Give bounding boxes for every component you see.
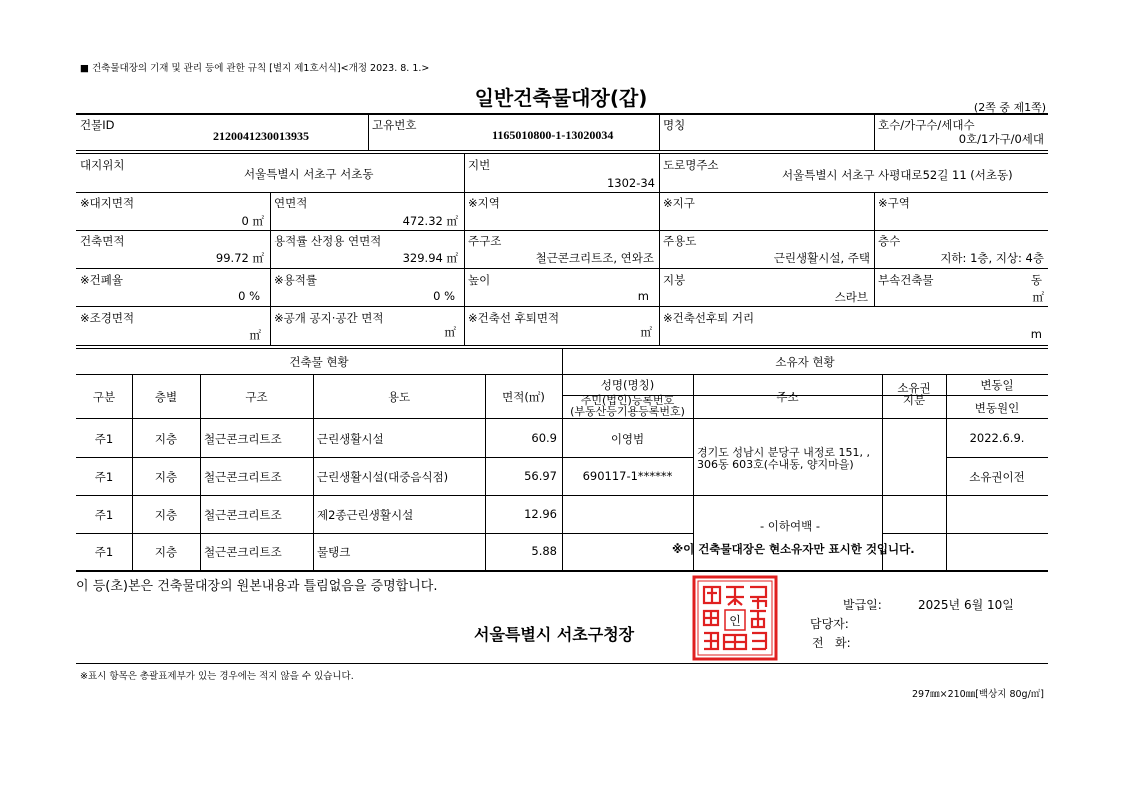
owner-status-title: 소유자 현황 <box>775 355 835 369</box>
row-use: 근린생활시설 <box>317 432 384 446</box>
zone-label: ※지역 <box>468 196 500 210</box>
official-seal <box>692 575 778 661</box>
annex-label: 부속건축물 <box>878 273 934 287</box>
col-header-use: 용도 <box>387 390 411 404</box>
row-floor: 지층 <box>154 470 178 484</box>
col-line <box>270 192 271 345</box>
public-space-value: ㎡ <box>444 325 456 339</box>
landscape-value: ㎡ <box>249 328 261 342</box>
col-line <box>659 114 660 150</box>
blank-note: - 이하여백 - <box>760 519 821 533</box>
row-line <box>76 192 1048 193</box>
unique-no-label: 고유번호 <box>372 118 417 132</box>
col-header-owner: 성명(명칭) <box>600 378 655 392</box>
landscape-label: ※조경면적 <box>80 311 135 325</box>
lot-value: 1302-34 <box>606 176 655 190</box>
row-structure: 철근콘크리트조 <box>204 508 282 522</box>
structure-value: 철근콘크리트조, 연와조 <box>535 251 654 265</box>
col-header-change-date: 변동일 <box>980 378 1014 392</box>
land-area-value: 0 ㎡ <box>241 214 264 228</box>
col-line <box>368 114 369 150</box>
use-label: 주용도 <box>663 234 697 248</box>
land-area-label: ※대지면적 <box>80 196 135 210</box>
area-label: ※구역 <box>878 196 910 210</box>
col-header-address: 주소 <box>776 390 799 404</box>
paper-spec: 297㎜×210㎜[백상지 80g/㎡] <box>911 689 1044 700</box>
setback-area-value: ㎡ <box>640 325 652 339</box>
row-type: 주1 <box>94 545 114 559</box>
building-id-value: 2120041230013935 <box>213 129 309 143</box>
col-header-type: 구분 <box>92 390 116 404</box>
district-label: ※지구 <box>663 196 695 210</box>
total-area-label: 연면적 <box>274 196 308 210</box>
road-label: 도로명주소 <box>663 158 719 172</box>
row-area: 56.97 <box>524 469 557 483</box>
row-use: 제2종근린생활시설 <box>317 508 414 522</box>
units-label: 호수/가구수/세대수 <box>878 118 975 132</box>
row-line <box>76 153 1048 154</box>
height-label: 높이 <box>468 273 491 287</box>
row-floor: 지층 <box>154 508 178 522</box>
public-space-label: ※공개 공지·공간 면적 <box>274 311 384 325</box>
footer-line <box>76 663 1048 664</box>
units-value: 0호/1가구/0세대 <box>958 132 1044 146</box>
building-status-title: 건축물 현황 <box>289 355 349 369</box>
col-header-share: 소유권 <box>897 381 931 395</box>
site-label: 대지위치 <box>80 158 125 172</box>
row-line <box>76 268 1048 269</box>
annex-unit: 동 <box>1030 273 1042 287</box>
name-label: 명칭 <box>663 118 686 132</box>
bullet-icon: ■ <box>80 63 92 74</box>
setback-area-label: ※건축선 후퇴면적 <box>468 311 560 325</box>
row-type: 주1 <box>94 508 114 522</box>
site-value: 서울특별시 서초구 서초동 <box>244 167 374 181</box>
row-use: 물탱크 <box>317 545 351 559</box>
row-line <box>76 306 1048 307</box>
col-line <box>464 192 465 345</box>
seal-mark: 인 <box>729 614 741 628</box>
far-area-value: 329.94 ㎡ <box>402 251 458 265</box>
row-structure: 철근콘크리트조 <box>204 432 282 446</box>
bottom-border <box>76 570 1048 572</box>
row-use: 근린생활시설(대중음식점) <box>317 470 449 484</box>
document-title: 일반건축물대장(갑) <box>474 86 648 110</box>
row-area: 60.9 <box>531 431 557 445</box>
row-structure: 철근콘크리트조 <box>204 470 282 484</box>
annex-area-unit: ㎡ <box>1032 290 1044 304</box>
row-line <box>76 150 1048 151</box>
far-area-label: 용적률 산정용 연면적 <box>274 234 382 248</box>
col-line <box>464 154 465 192</box>
current-owner-note: ※이 건축물대장은 현소유자만 표시한 것입니다. <box>672 542 915 556</box>
change-reason: 소유권이전 <box>969 470 1025 484</box>
unique-no-value: 1165010800-1-13020034 <box>492 128 614 142</box>
roof-value: 스라브 <box>834 290 868 304</box>
row-type: 주1 <box>94 432 114 446</box>
col-header-share2: 지분 <box>902 393 926 407</box>
manager-label: 담당자: <box>810 617 849 631</box>
issuer-name: 서울특별시 서초구청장 <box>474 625 635 644</box>
col-line <box>659 192 660 345</box>
col-header-id2: (부동산등기용등록번호) <box>570 405 685 418</box>
setback-distance-label: ※건축선후퇴 거리 <box>663 311 755 325</box>
change-date: 2022.6.9. <box>969 431 1025 445</box>
col-header-area: 면적(㎡) <box>502 390 545 404</box>
structure-label: 주구조 <box>468 234 502 248</box>
total-area-value: 472.32 ㎡ <box>402 214 458 228</box>
building-area-value: 99.72 ㎡ <box>215 251 264 265</box>
row-line <box>76 230 1048 231</box>
far-value: 0 % <box>433 289 455 303</box>
footnote: ※표시 항목은 총괄표제부가 있는 경우에는 적지 않을 수 있습니다. <box>80 671 354 682</box>
floors-value: 지하: 1층, 지상: 4층 <box>940 251 1044 265</box>
row-structure: 철근콘크리트조 <box>204 545 282 559</box>
owner-id: 690117-1****** <box>582 469 673 483</box>
bcr-label: ※건폐율 <box>80 273 123 287</box>
issue-date-label: 발급일: <box>843 598 882 612</box>
row-floor: 지층 <box>154 545 178 559</box>
page-indicator: (2쪽 중 제1쪽) <box>973 101 1046 114</box>
col-header-change-reason: 변동원인 <box>974 401 1020 415</box>
row-type: 주1 <box>94 470 114 484</box>
road-value: 서울특별시 서초구 사평대로52길 11 (서초동) <box>782 168 1013 182</box>
row-line <box>76 345 1048 346</box>
bcr-value: 0 % <box>238 289 260 303</box>
row-line <box>946 457 1048 458</box>
row-line <box>76 533 694 534</box>
issue-date: 2025년 6월 10일 <box>918 598 1014 612</box>
far-label: ※용적률 <box>274 273 317 287</box>
setback-distance-value: m <box>1030 327 1042 341</box>
col-line <box>874 192 875 306</box>
roof-label: 지붕 <box>663 273 686 287</box>
owner-address-line2: 306동 603호(수내동, 양지마을) <box>697 458 854 471</box>
height-value: m <box>637 289 649 303</box>
floors-label: 층수 <box>878 234 901 248</box>
row-line <box>882 533 1048 534</box>
row-line <box>76 457 694 458</box>
building-id-label: 건물ID <box>80 118 115 132</box>
top-border <box>76 113 1048 115</box>
regulation-caption: ■ 건축물대장의 기재 및 관리 등에 관한 규칙 [별지 제1호서식]<개정 2023. 8. 1.> <box>80 63 430 74</box>
lot-label: 지번 <box>468 158 491 172</box>
use-value: 근린생활시설, 주택 <box>773 251 870 265</box>
col-line <box>659 154 660 192</box>
owner-address-line1: 경기도 성남시 분당구 내정로 151, , <box>697 446 870 459</box>
col-line <box>874 114 875 150</box>
owner-name: 이영범 <box>610 432 645 446</box>
col-header-floor: 층별 <box>154 390 178 404</box>
row-floor: 지층 <box>154 432 178 446</box>
building-area-label: 건축면적 <box>80 234 125 248</box>
row-area: 12.96 <box>524 507 557 521</box>
phone-label: 전 화: <box>812 636 851 650</box>
row-area: 5.88 <box>531 544 557 558</box>
col-header-structure: 구조 <box>245 390 268 404</box>
certification-text: 이 등(초)본은 건축물대장의 원본내용과 틀림없음을 증명합니다. <box>76 579 438 594</box>
col-header-id: 주민(법인)등록번호 <box>580 394 675 407</box>
